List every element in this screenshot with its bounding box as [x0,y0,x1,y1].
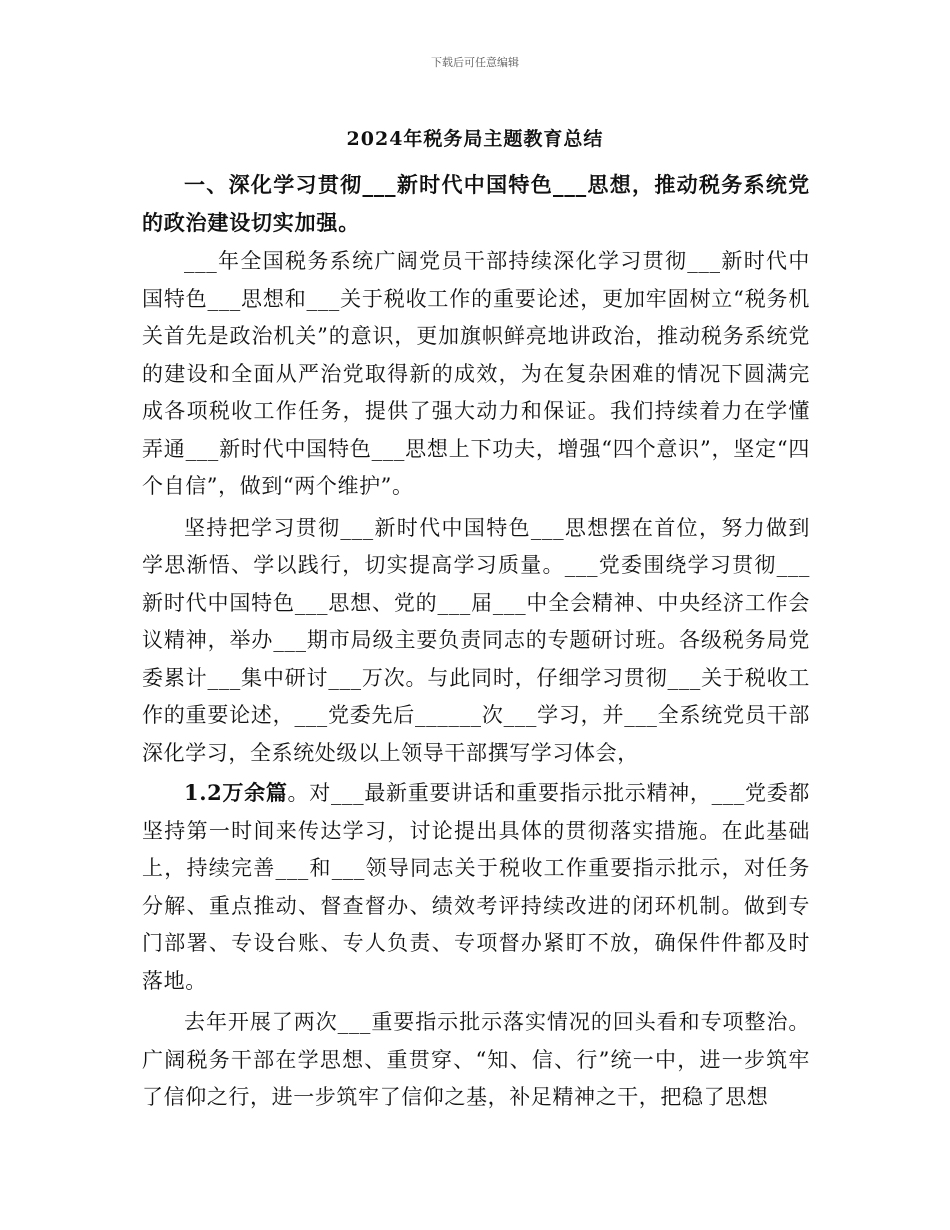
page-title: 2024年税务局主题教育总结 [346,128,604,150]
paragraph: ___年全国税务系统广阔党员干部持续深化学习贯彻___新时代中国特色___思想和___关于税收工作的重要论述，更加牢固树立“税务机关首先是政治机关”的意识，更加旗帜鲜亮地讲政治，推动税务系统党的建设和全面从严治党取得新的成效，为在复杂困难的情况下圆满完成各项税收工作任务，提供了强大动力和保证。我们持续着力在学懂弄通___新时代中国特色___思想上下功夫，增强“四个意识”，坚定“四个自信”，做到“两个维护”。 [142,249,810,498]
paragraph-lead: 1.2万余篇 [184,780,288,805]
document-body [142,166,810,1117]
paragraph [142,774,810,1000]
paragraph: 坚持把学习贯彻___新时代中国特色___思想摆在首位，努力做到学思渐悟、学以践行，切实提高学习质量。___党委围绕学习贯彻___新时代中国特色___思想、党的___届___中全会精神、中央经济工作会议精神，举办___期市局级主要负责同志的专题研讨班。各级税务局党委累计___集中研讨___万次。与此同时，仔细学习贯彻___关于税收工作的重要论述，___党委先后______次___学习，并___全系统党员干部深化学习，全系统处级以上领导干部撰写学习体会， [142,515,810,765]
paragraph-text: 。对___最新重要讲话和重要指示批示精神，___党委都坚持第一时间来传达学习，讨论提出具体的贯彻落实措施。在此基础上，持续完善___和___领导同志关于税收工作重要指示批示，对任务分解、重点推动、督查督办、绩效考评持续改进的闭环机制。做到专门部署、专设台账、专人负责、专项督办紧盯不放，确保件件都及时落地。 [142,781,810,993]
paragraph: 去年开展了两次___重要指示批示落实情况的回头看和专项整治。广阔税务干部在学思想、重贯穿、“知、信、行”统一中，进一步筑牢了信仰之行，进一步筑牢了信仰之基，补足精神之干，把稳了思想 [142,1010,810,1109]
section-heading: 一、深化学习贯彻___新时代中国特色___思想，推动税务系统党的政治建设切实加强。 [142,172,810,235]
page-header-note: 下载后可任意编辑 [431,56,519,69]
